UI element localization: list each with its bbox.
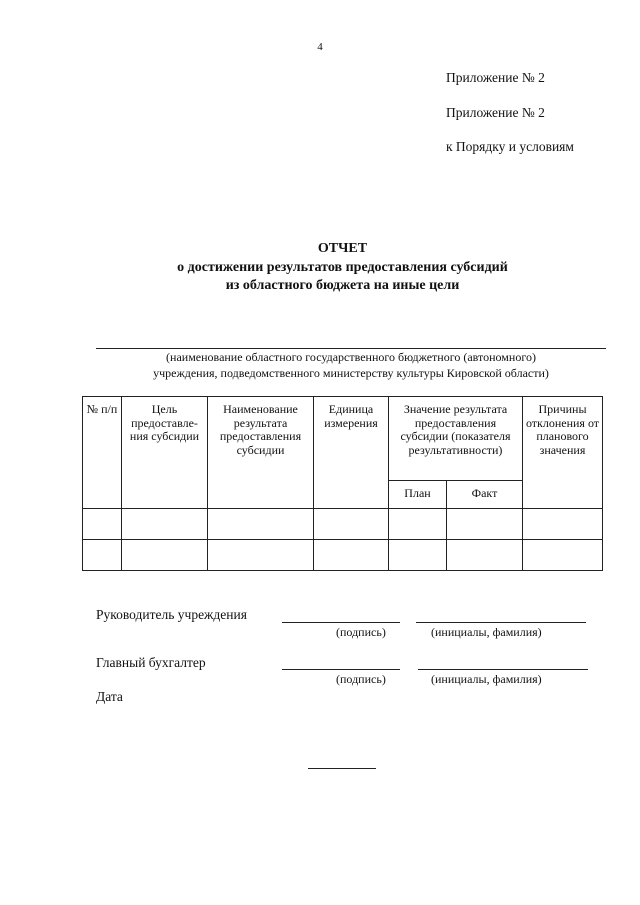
date-label: Дата	[96, 689, 123, 704]
appendix-line-2: Приложение № 2	[446, 105, 545, 120]
results-table	[82, 396, 603, 571]
header-reasons: Причины отклонения от планового значения	[523, 397, 603, 509]
institution-name-line	[96, 348, 606, 349]
institution-caption-line-2: учреждения, подведомственного министерству культуры Кировской области)	[153, 366, 549, 380]
table-cell	[523, 540, 603, 571]
accountant-label: Главный бухгалтер	[96, 655, 206, 670]
table-cell	[122, 540, 208, 571]
table-cell	[83, 509, 122, 540]
table-cell	[314, 509, 389, 540]
table-cell	[447, 509, 523, 540]
table-cell	[208, 509, 314, 540]
table-cell	[122, 509, 208, 540]
header-goal: Цель предоставле-ния субсидии	[122, 397, 208, 509]
head-name-line	[416, 622, 586, 623]
header-unit: Единица измерения	[314, 397, 389, 509]
report-title: ОТЧЕТ	[317, 241, 368, 256]
header-plan: План	[389, 481, 447, 509]
appendix-line-1: Приложение № 2	[446, 70, 545, 85]
accountant-name-line	[418, 669, 588, 670]
page-number: 4	[317, 41, 323, 53]
closing-line	[308, 768, 376, 769]
header-value: Значение результата предоставления субсидии (показателя результативности)	[389, 397, 523, 481]
table-cell	[314, 540, 389, 571]
appendix-line-3: к Порядку и условиям	[446, 139, 574, 154]
table-header-row	[83, 397, 603, 481]
table-cell	[208, 540, 314, 571]
head-name-hint: (инициалы, фамилия)	[431, 625, 542, 639]
table-cell	[389, 540, 447, 571]
accountant-signature-hint: (подпись)	[336, 672, 386, 686]
header-fact: Факт	[447, 481, 523, 509]
table-row	[83, 540, 603, 571]
table-cell	[523, 509, 603, 540]
head-signature-line	[282, 622, 400, 623]
institution-caption-line-1: (наименование областного государственного бюджетного (автономного)	[166, 350, 536, 364]
accountant-name-hint: (инициалы, фамилия)	[431, 672, 542, 686]
head-label: Руководитель учреждения	[96, 607, 247, 622]
table-cell	[83, 540, 122, 571]
table-cell	[389, 509, 447, 540]
report-subtitle-line-2: из областного бюджета на иные цели	[225, 278, 460, 293]
accountant-signature-line	[282, 669, 400, 670]
header-num: № п/п	[83, 397, 122, 509]
table-row	[83, 509, 603, 540]
head-signature-hint: (подпись)	[336, 625, 386, 639]
header-result-name: Наименование результата предоставления субсидии	[208, 397, 314, 509]
table-cell	[447, 540, 523, 571]
report-subtitle-line-1: о достижении результатов предоставления субсидий	[177, 260, 508, 275]
